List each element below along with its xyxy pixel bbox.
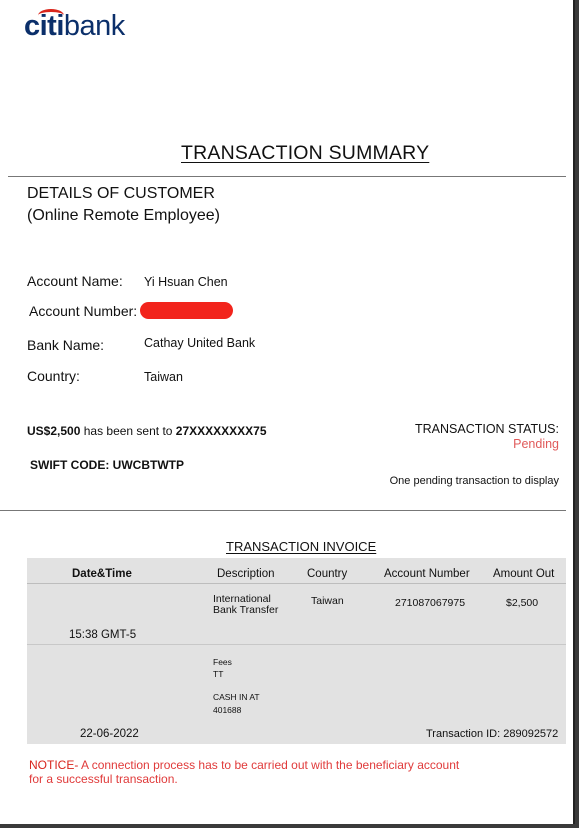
status-label: TRANSACTION STATUS: xyxy=(415,422,559,436)
table-header-divider xyxy=(27,583,566,584)
account-name-value: Yi Hsuan Chen xyxy=(144,275,228,289)
transaction-id: Transaction ID: 289092572 xyxy=(426,728,559,740)
transfer-amount: US$2,500 xyxy=(27,424,81,438)
row-description-2: Bank Transfer xyxy=(213,604,279,616)
divider-middle xyxy=(0,510,566,511)
cash-in-label: CASH IN AT xyxy=(213,692,260,702)
row-time: 15:38 GMT-5 xyxy=(69,629,137,641)
notice-text xyxy=(29,758,469,786)
col-header-datetime: Date&Time xyxy=(72,568,132,580)
bank-name-value: Cathay United Bank xyxy=(144,336,256,350)
country-label: Country: xyxy=(27,368,80,384)
citibank-logo: citibank xyxy=(24,10,125,42)
transaction-date: 22-06-2022 xyxy=(80,728,139,740)
account-name-label: Account Name: xyxy=(27,273,123,289)
divider-top xyxy=(8,176,566,177)
row-amount: $2,500 xyxy=(506,597,539,609)
col-header-country: Country xyxy=(307,568,348,580)
col-header-description: Description xyxy=(217,568,275,580)
row-country: Taiwan xyxy=(311,595,344,607)
pending-message: One pending transaction to display xyxy=(389,475,559,487)
transfer-sent-text: has been sent to xyxy=(83,424,173,438)
cash-in-code: 401688 xyxy=(213,705,242,715)
notice-label: NOTICE- xyxy=(29,758,79,772)
redacted-account-number xyxy=(140,302,233,319)
status-badge: Pending xyxy=(513,437,559,451)
logo-arc-icon xyxy=(38,9,64,22)
page-title: TRANSACTION SUMMARY xyxy=(181,142,430,164)
transfer-account: 27XXXXXXXX75 xyxy=(175,424,267,438)
table-row-divider xyxy=(27,644,566,645)
row-account-number: 271087067975 xyxy=(395,597,466,609)
col-header-account-number: Account Number xyxy=(384,568,470,580)
customer-section-title: DETAILS OF CUSTOMER (Online Remote Employee) xyxy=(27,185,220,224)
transfer-summary xyxy=(27,424,267,438)
invoice-title: TRANSACTION INVOICE xyxy=(226,539,377,554)
country-value: Taiwan xyxy=(144,370,183,384)
account-number-label: Account Number: xyxy=(29,303,138,319)
tt-label: TT xyxy=(213,669,224,679)
bank-name-label: Bank Name: xyxy=(27,337,105,353)
swift-code: SWIFT CODE: UWCBTWTP xyxy=(30,458,184,472)
fees-label: Fees xyxy=(213,657,232,667)
row-description-1: International xyxy=(213,593,271,605)
invoice-table xyxy=(27,558,566,744)
notice-body: A connection process has to be carried out with the beneficiary account for a successful transaction. xyxy=(29,758,460,786)
col-header-amount-out: Amount Out xyxy=(493,568,555,580)
